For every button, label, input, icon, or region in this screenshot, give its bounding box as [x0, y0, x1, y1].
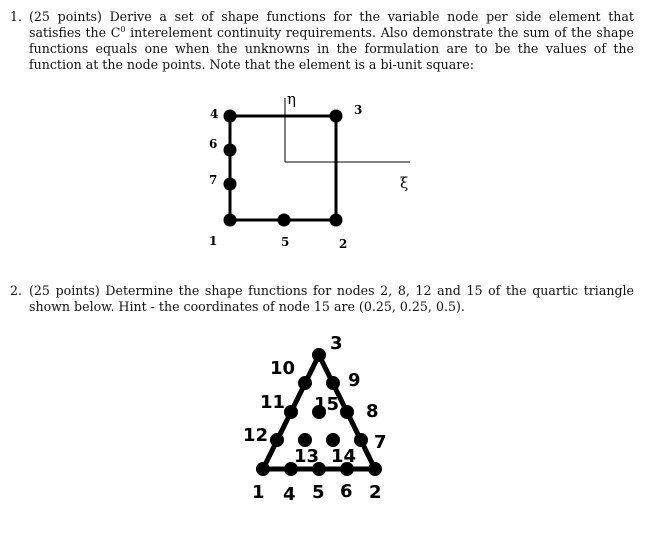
square-node-1-label: 1 — [209, 234, 218, 248]
problem-2 — [10, 283, 634, 315]
triangle-node-1-label: 1 — [252, 482, 265, 503]
triangle-node-13 — [298, 433, 312, 447]
triangle-node-1 — [256, 462, 270, 476]
problem-1-text-rest: interelement continuity requirements. Also demonstrate the sum of the shape functions equals one when the unknowns in the formulation are to be the values of the function at the node points. Note that the element is a bi-unit square: — [29, 25, 634, 72]
bi-unit-square-figure — [209, 90, 410, 251]
square-node-2-label: 2 — [339, 237, 348, 251]
triangle-node-3-label: 3 — [330, 333, 343, 354]
problem-1-text-main: (25 points) Derive a set of shape functions for the variable node per side element that satisfies the C — [29, 9, 634, 40]
problem-2-number: 2. — [10, 283, 23, 298]
triangle-node-3 — [312, 348, 326, 362]
triangle-node-7 — [354, 433, 368, 447]
triangle-node-14-label: 14 — [331, 446, 357, 467]
square-node-5 — [278, 214, 291, 227]
square-node-7 — [224, 178, 237, 191]
square-node-3-label: 3 — [354, 103, 363, 117]
square-node-2 — [330, 214, 343, 227]
triangle-node-15-label: 15 — [314, 394, 340, 415]
triangle-node-11 — [284, 405, 298, 419]
triangle-node-5-label: 5 — [312, 482, 325, 503]
square-node-6 — [224, 144, 237, 157]
triangle-node-9-label: 9 — [348, 370, 361, 391]
triangle-node-8-label: 8 — [366, 401, 379, 422]
square-element-outline — [230, 116, 336, 220]
square-node-4-label: 4 — [210, 107, 219, 121]
triangle-node-12 — [270, 433, 284, 447]
triangle-node-8 — [340, 405, 354, 419]
xi-axis-label: ξ — [400, 174, 409, 192]
triangle-node-10 — [298, 376, 312, 390]
triangle-node-7-label: 7 — [374, 432, 387, 453]
square-node-5-label: 5 — [281, 235, 290, 249]
square-node-1 — [224, 214, 237, 227]
eta-axis-label: η — [287, 90, 296, 108]
square-node-7-label: 7 — [209, 173, 218, 187]
problem-1-number: 1. — [10, 9, 23, 24]
triangle-node-13-label: 13 — [294, 446, 320, 467]
triangle-node-9 — [326, 376, 340, 390]
square-node-4 — [224, 110, 237, 123]
quartic-triangle-figure — [243, 333, 387, 505]
triangle-node-2 — [368, 462, 382, 476]
triangle-node-2-label: 2 — [369, 482, 382, 503]
square-node-6-label: 6 — [209, 137, 218, 151]
triangle-node-12-label: 12 — [243, 425, 269, 446]
triangle-node-14 — [326, 433, 340, 447]
triangle-node-11-label: 11 — [260, 392, 286, 413]
triangle-node-10-label: 10 — [270, 358, 296, 379]
triangle-node-4-label: 4 — [283, 484, 296, 505]
problem-2-text: (25 points) Determine the shape functions for nodes 2, 8, 12 and 15 of the quartic triangle shown below. Hint - the coordinates of node 15 are (0.25, 0.25, 0.5). — [29, 283, 634, 314]
triangle-node-6-label: 6 — [340, 481, 353, 502]
square-node-3 — [330, 110, 343, 123]
continuity-superscript: 0 — [120, 24, 126, 34]
